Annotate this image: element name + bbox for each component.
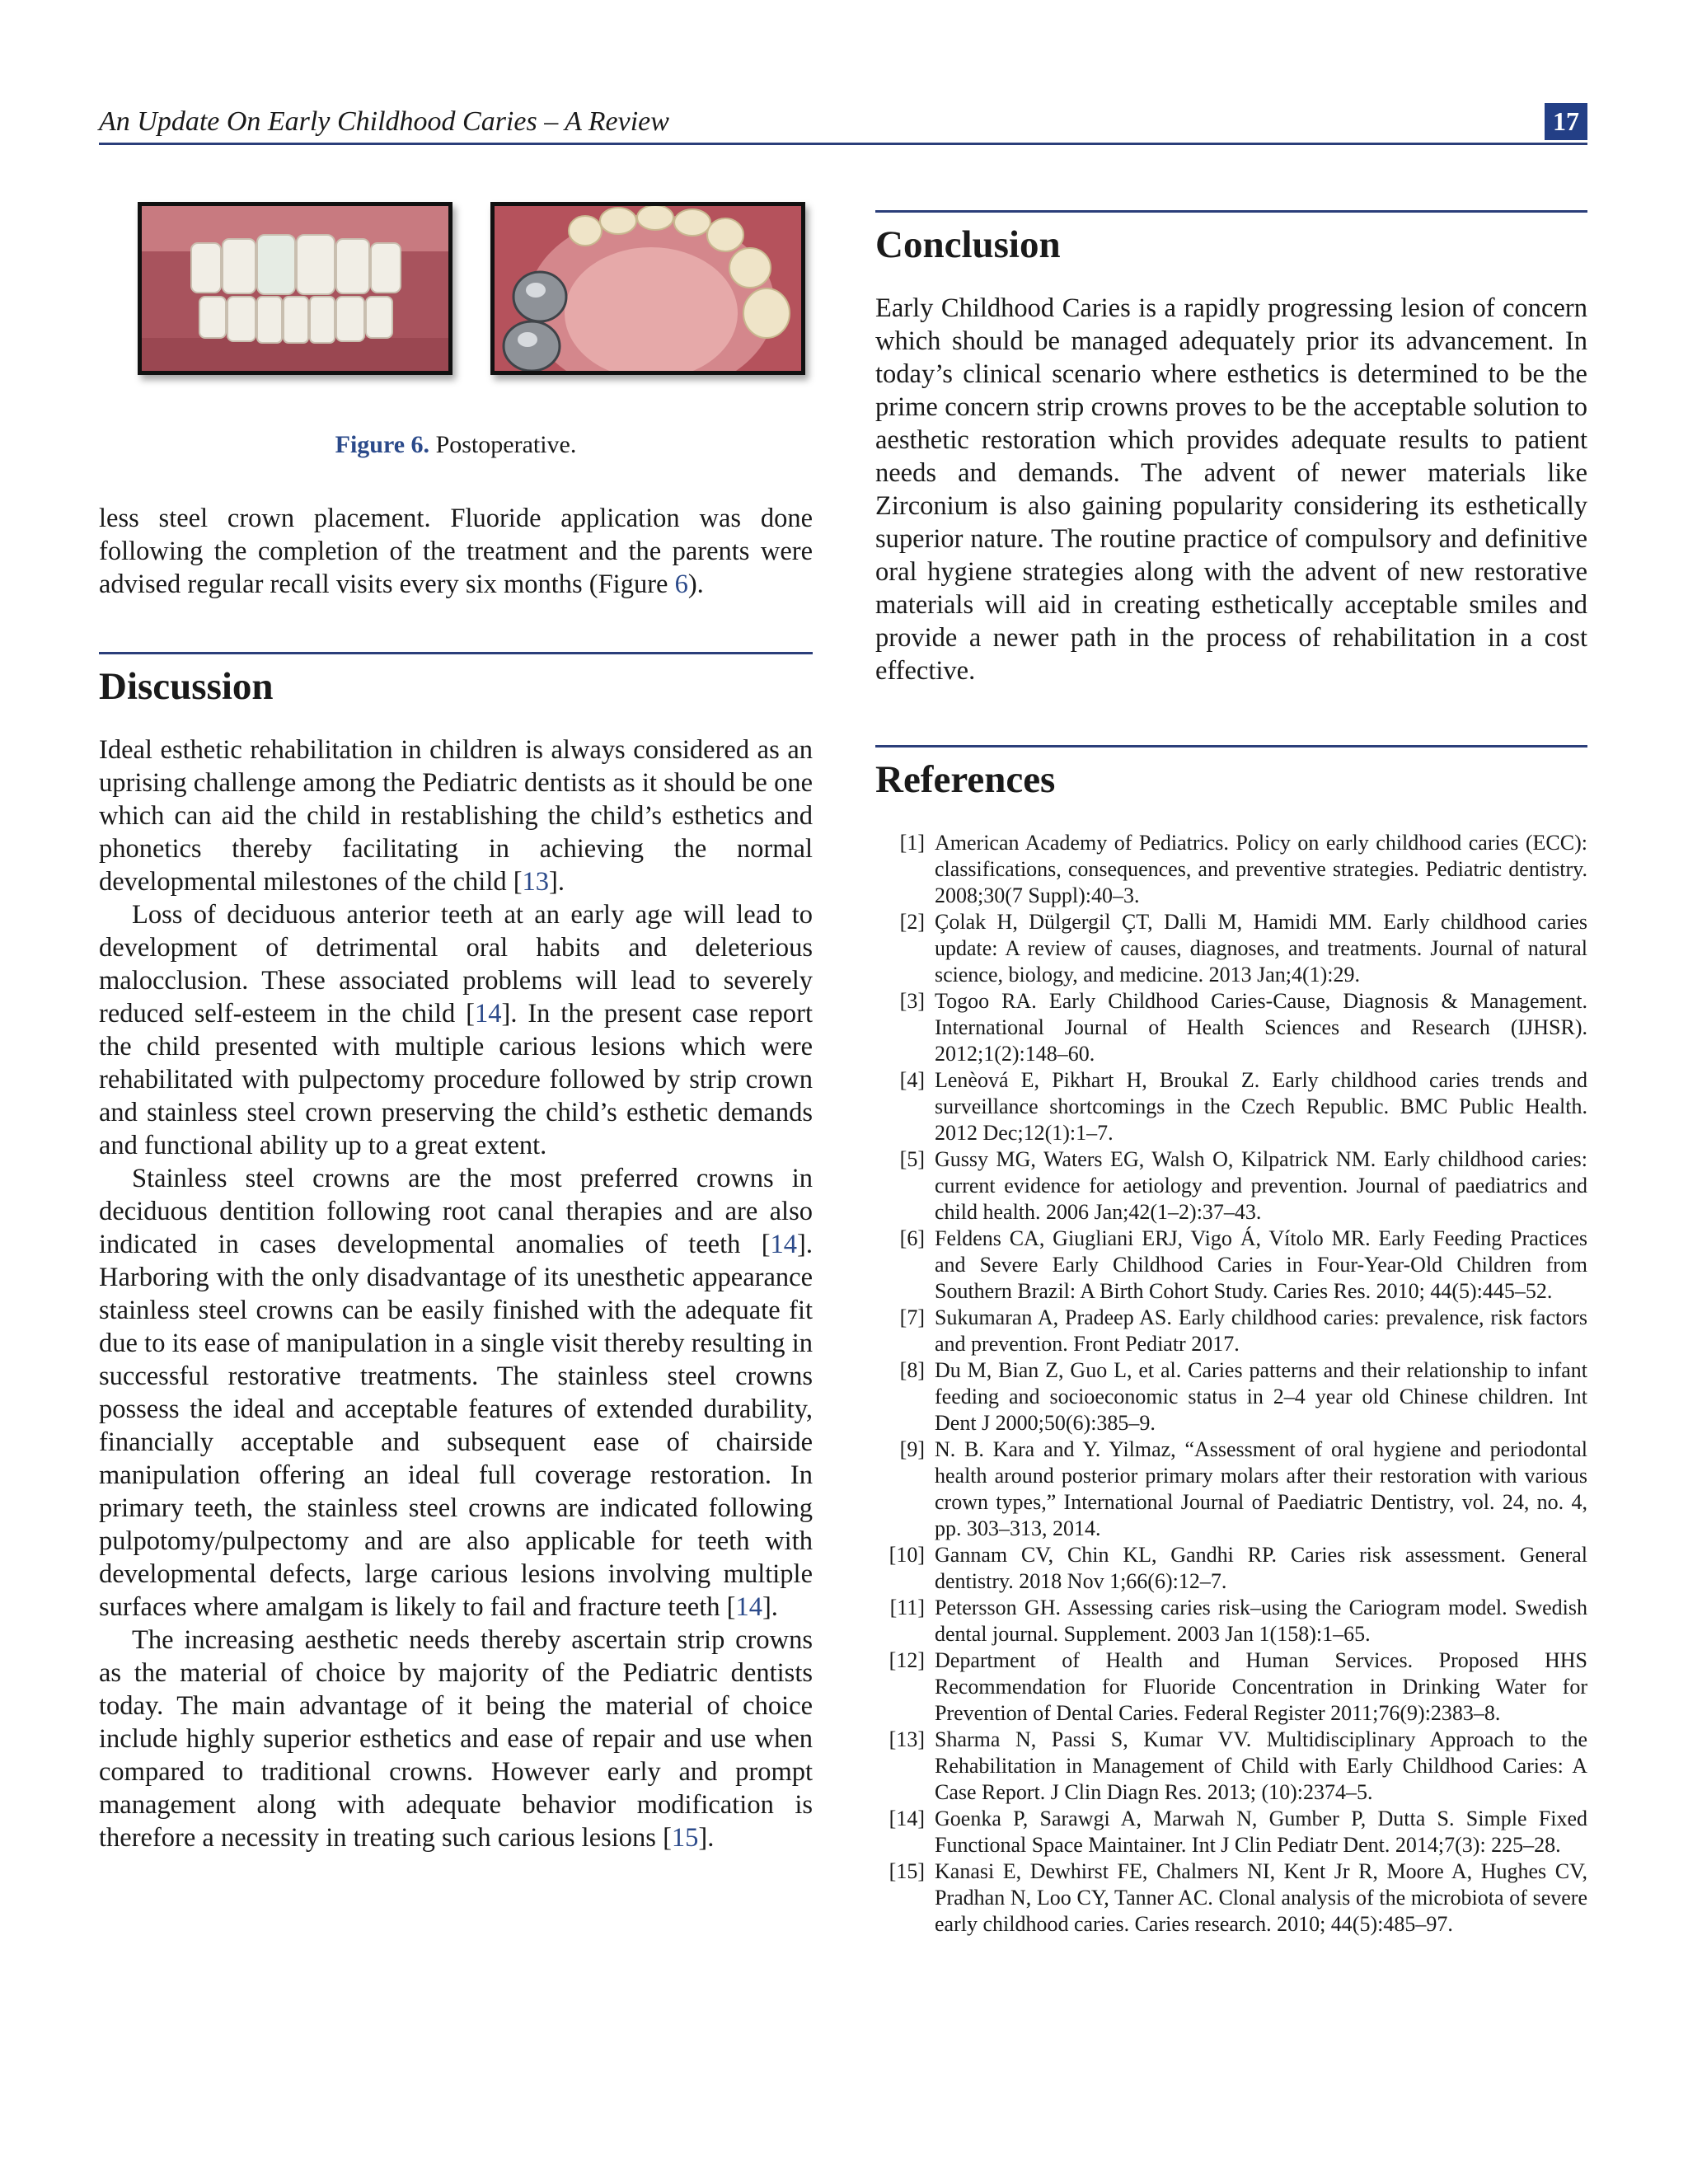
figure-caption-text: Postoperative. [435,431,577,458]
discussion-p3-text: Stainless steel crowns are the most preferred crowns in deciduous dentition following root canal therapies and are also indicated in cases developmental anomalies of teeth [ [99,1164,813,1259]
figure-label: Figure 6. [335,431,430,458]
citation-14-link[interactable]: 14 [770,1230,798,1259]
left-column [99,185,813,1854]
reference-number: [7] [899,1305,925,1329]
reference-item [875,1542,1587,1595]
reference-item [875,988,1587,1067]
reference-number: [3] [899,989,925,1013]
intro-end: ). [687,569,704,599]
reference-text: Du M, Bian Z, Guo L, et al. Caries patterns and their relationship to infant feeding and socioeconomic status in 2–4 year old Chinese children. Int Dent J 2000;50(6):385–9. [935,1358,1587,1435]
reference-item [875,1436,1587,1542]
discussion-p4-end: ]. [698,1823,715,1853]
reference-text: Sharma N, Passi S, Kumar VV. Multidisciplinary Approach to the Rehabilitation in Management of Child with Early Childhood Caries: A Case Report. J Clin Diagn Res. 2013; (10):2374–5. [935,1727,1587,1804]
reference-text: Gussy MG, Waters EG, Walsh O, Kilpatrick NM. Early childhood caries: current evidence for aetiology and prevention. Journal of paediatrics and child health. 2006 Jan;42(1–2):37–43. [935,1147,1587,1224]
conclusion-paragraph: Early Childhood Caries is a rapidly progressing lesion of concern which should be managed adequately prior its advancement. In today’s clinical scenario where esthetics is determined to be the prime concern strip crowns proves to be the acceptable solution to aesthetic restoration which provides adequate results to patient needs and demands. The advent of newer materials like Zirconium is also gaining popularity considering its esthetically superior nature. The routine practice of compulsory and definitive oral hygiene strategies along with the advent of new restorative materials will aid in creating esthetically acceptable smiles and provide a newer path in the process of rehabilitation in a cost effective. [875,293,1587,686]
discussion-p4-text: The increasing aesthetic needs thereby ascertain strip crowns as the material of choice by majority of the Pediatric dentists today. The main advantage of it being the material of choice include highly superior esthetics and ease of repair and use when compared to traditional crowns. However early and prompt management along with adequate behavior modification is therefore a necessity in treating such carious lesions [ [99,1625,813,1853]
intro-text: less steel crown placement. Fluoride application was done following the completion of the treatment and the parents were advised regular recall visits every six months (Figure [99,504,813,599]
anterior-teeth-photo [138,202,452,375]
right-column [875,210,1587,1938]
discussion-p2-end: ]. In the present case report the child presented with multiple carious lesions which were rehabilitated with pulpectomy procedure followed by strip crown and stainless steel crown preserving the child’s esthetic demands and functional ability up to a great extent. [99,999,813,1160]
reference-text: Togoo RA. Early Childhood Caries-Cause, Diagnosis & Management. International Journal of Health Sciences and Research (IJHSR). 2012;1(2):148–60. [935,989,1587,1066]
reference-item [875,1647,1587,1727]
reference-text: Goenka P, Sarawgi A, Marwah N, Gumber P, Dutta S. Simple Fixed Functional Space Maintainer. Int J Clin Pediatr Dent. 2014;7(3): 225–28. [935,1807,1587,1857]
reference-text: Sukumaran A, Pradeep AS. Early childhood caries: prevalence, risk factors and prevention. Front Pediatr 2017. [935,1305,1587,1356]
reference-number: [2] [899,910,925,934]
discussion-paragraph-3 [99,1162,813,1624]
figure-caption [99,431,813,459]
reference-text: Gannam CV, Chin KL, Gandhi RP. Caries risk assessment. General dentistry. 2018 Nov 1;66(6):12–7. [935,1543,1587,1593]
reference-number: [8] [899,1358,925,1382]
reference-item [875,1146,1587,1226]
citation-14-link[interactable]: 14 [475,999,502,1029]
reference-item [875,1727,1587,1806]
discussion-paragraph-2 [99,898,813,1162]
citation-15-link[interactable]: 15 [671,1823,699,1853]
reference-text: Feldens CA, Giugliani ERJ, Vigo Á, Vítolo MR. Early Feeding Practices and Severe Early Childhood Caries in Four-Year-Old Children from Southern Brazil: A Birth Cohort Study. Caries Res. 2010; 44(5):445–52. [935,1226,1587,1303]
conclusion-heading: Conclusion [875,223,1061,266]
reference-number: [11] [889,1596,925,1619]
discussion-paragraph-1 [99,733,813,898]
references-heading: References [875,758,1056,801]
discussion-p3-end2: ]. [762,1592,778,1622]
reference-text: Çolak H, Dülgergil ÇT, Dalli M, Hamidi MM. Early childhood caries update: A review of causes, diagnoses, and treatments. Journal of natural science, biology, and medicine. 2013 Jan;4(1):29. [935,910,1587,987]
reference-item [875,1806,1587,1858]
reference-text: N. B. Kara and Y. Yilmaz, “Assessment of oral hygiene and periodontal health around posterior primary molars after their restoration with various crown types,” International Journal of Paediatric Dentistry, vol. 24, no. 4, pp. 303–313, 2014. [935,1437,1587,1540]
reference-item [875,1067,1587,1146]
reference-item [875,1226,1587,1305]
palatal-view-photo-icon [495,206,801,371]
running-header [99,103,1587,145]
citation-14-link[interactable]: 14 [735,1592,762,1622]
reference-item [875,1305,1587,1357]
reference-item [875,1357,1587,1436]
reference-number: [13] [889,1727,925,1751]
reference-number: [4] [899,1068,925,1092]
references-rule [875,745,1587,748]
reference-text: Petersson GH. Assessing caries risk–using the Cariogram model. Swedish dental journal. Supplement. 2003 Jan 1(158):1–65. [935,1596,1587,1646]
discussion-paragraph-4 [99,1624,813,1854]
reference-item [875,1858,1587,1938]
figure-6 [120,185,813,375]
reference-item [875,909,1587,988]
discussion-heading: Discussion [99,665,274,708]
discussion-p2-text: Loss of deciduous anterior teeth at an early age will lead to development of detrimental oral habits and deleterious malocclusion. These associated problems will lead to severely reduced self-esteem in the child [ [99,900,813,1029]
reference-item [875,830,1587,909]
reference-list [875,830,1587,1938]
discussion-p3-end: ]. Harboring with the only disadvantage of its unesthetic appearance stainless steel crowns can be easily finished with the adequate fit due to its ease of manipulation in a single visit thereby resulting in successful restorative treatments. The stainless steel crowns possess the ideal and acceptable features of extended durability, financially acceptable and subsequent ease of chairside manipulation offering an ideal full coverage restoration. In primary teeth, the stainless steel crowns are indicated following pulpotomy/pulpectomy and are also applicable for teeth with developmental defects, large carious lesions involving multiple surfaces where amalgam is likely to fail and fracture teeth [ [99,1230,813,1622]
reference-number: [6] [899,1226,925,1250]
conclusion-rule [875,210,1587,213]
reference-number: [12] [889,1648,925,1672]
reference-text: American Academy of Pediatrics. Policy on early childhood caries (ECC): classifications, consequences, and preventive strategies. Pediatric dentistry. 2008;30(7 Suppl):40–3. [935,831,1587,907]
reference-text: Kanasi E, Dewhirst FE, Chalmers NI, Kent Jr R, Moore A, Hughes CV, Pradhan N, Loo CY, Tanner AC. Clonal analysis of the microbiota of severe early childhood caries. Caries research. 2010; 44(5):485–97. [935,1859,1587,1936]
discussion-p1-text: Ideal esthetic rehabilitation in children is always considered as an uprising challenge among the Pediatric dentists as it should be one which can aid the child in restablishing the child’s esthetics and phonetics thereby facilitating in achieving the normal developmental milestones of the child [ [99,735,813,897]
reference-number: [15] [889,1859,925,1883]
reference-number: [10] [889,1543,925,1567]
reference-number: [1] [899,831,925,855]
discussion-p1-end: ]. [549,867,565,897]
running-header-title: An Update On Early Childhood Caries – A Review [99,106,669,137]
reference-number: [14] [889,1807,925,1830]
reference-text: Department of Health and Human Services. Proposed HHS Recommendation for Fluoride Concentration in Drinking Water for Prevention of Dental Caries. Federal Register 2011;76(9):2383–8. [935,1648,1587,1725]
figure-6-link[interactable]: 6 [674,569,688,599]
page-number: 17 [1545,103,1587,140]
citation-13-link[interactable]: 13 [522,867,550,897]
discussion-rule [99,652,813,654]
anterior-teeth-photo-icon [142,206,448,371]
palatal-view-photo [490,202,805,375]
reference-number: [5] [899,1147,925,1171]
reference-item [875,1595,1587,1647]
reference-number: [9] [899,1437,925,1461]
reference-text: Lenèová E, Pikhart H, Broukal Z. Early childhood caries trends and surveillance shortcomings in the Czech Republic. BMC Public Health. 2012 Dec;12(1):1–7. [935,1068,1587,1145]
intro-paragraph [99,502,813,601]
